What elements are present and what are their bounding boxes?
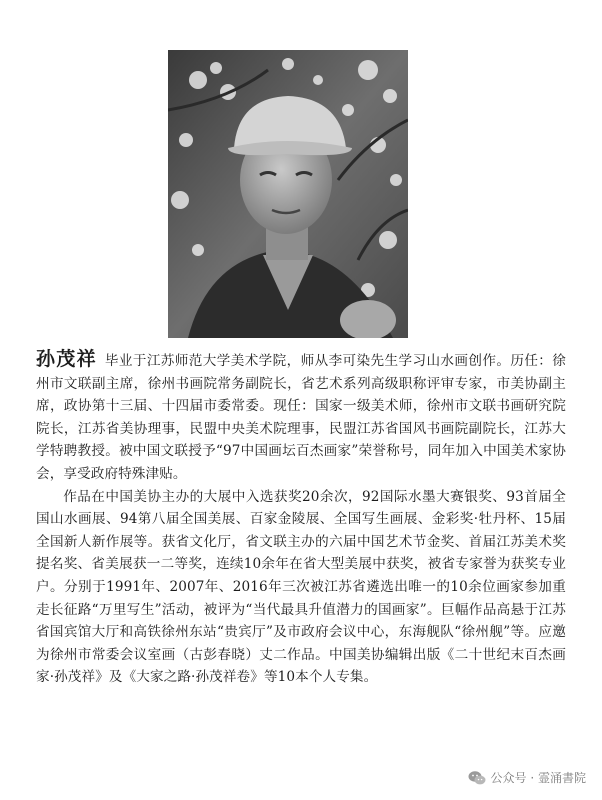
wechat-icon (468, 770, 486, 786)
bio-paragraph-1 (36, 348, 566, 486)
wechat-account-label: 公众号 · 霊涌書院 (490, 771, 586, 785)
bio-paragraph-2: 作品在中国美协主办的大展中入选获奖20余次，92国际水墨大赛银奖、93首届全国山水画展、94第八届全国美展、百家金陵展、全国写生画展、金彩奖·牡丹杯、15届全国新人新作展等。获省文化厅，省文联主办的六届中国艺术节金奖、首届江苏美术奖提名奖、省美展获一二等奖，连续10余年在省大型美展中获奖，被省专家誉为获奖专业户。分别于1991年、2007年、2016年三次被江苏省遴选出唯一的10余位画家参加重走长征路“万里写生”活动，被评为“当代最具升值潜力的国画家”。巨幅作品高悬于江苏省国宾馆大厅和高铁徐州东站“贵宾厅”及市政府会议中心，东海舰队“徐州舰”等。应邀为徐州市常委会议室画（古彭春晓）丈二作品。中国美协编辑出版《二十世纪末百杰画家·孙茂祥》及《大家之路·孙茂祥卷》等10本个人专集。 (36, 488, 566, 686)
artist-biography (36, 348, 566, 689)
wechat-account-footer (468, 769, 586, 786)
artist-name: 孙茂祥 (36, 348, 97, 370)
artist-portrait-photo (168, 50, 408, 338)
bio-first-text: 毕业于江苏师范大学美术学院，师从李可染先生学习山水画创作。历任：徐州市文联副主席，徐州书画院常务副院长，省艺术系列高级职称评审专家，市美协副主席，政协第十三届、十四届市委常委。现任：国家一级美术师，徐州市文联书画研究院院长，江苏省美协理事，民盟中央美术院理事，民盟江苏省国风书画院副院长，江苏大学特聘教授。被中国文联授予“97中国画坛百杰画家”荣誉称号，同年加入中国美术家协会，享受政府特殊津贴。 (36, 353, 566, 482)
